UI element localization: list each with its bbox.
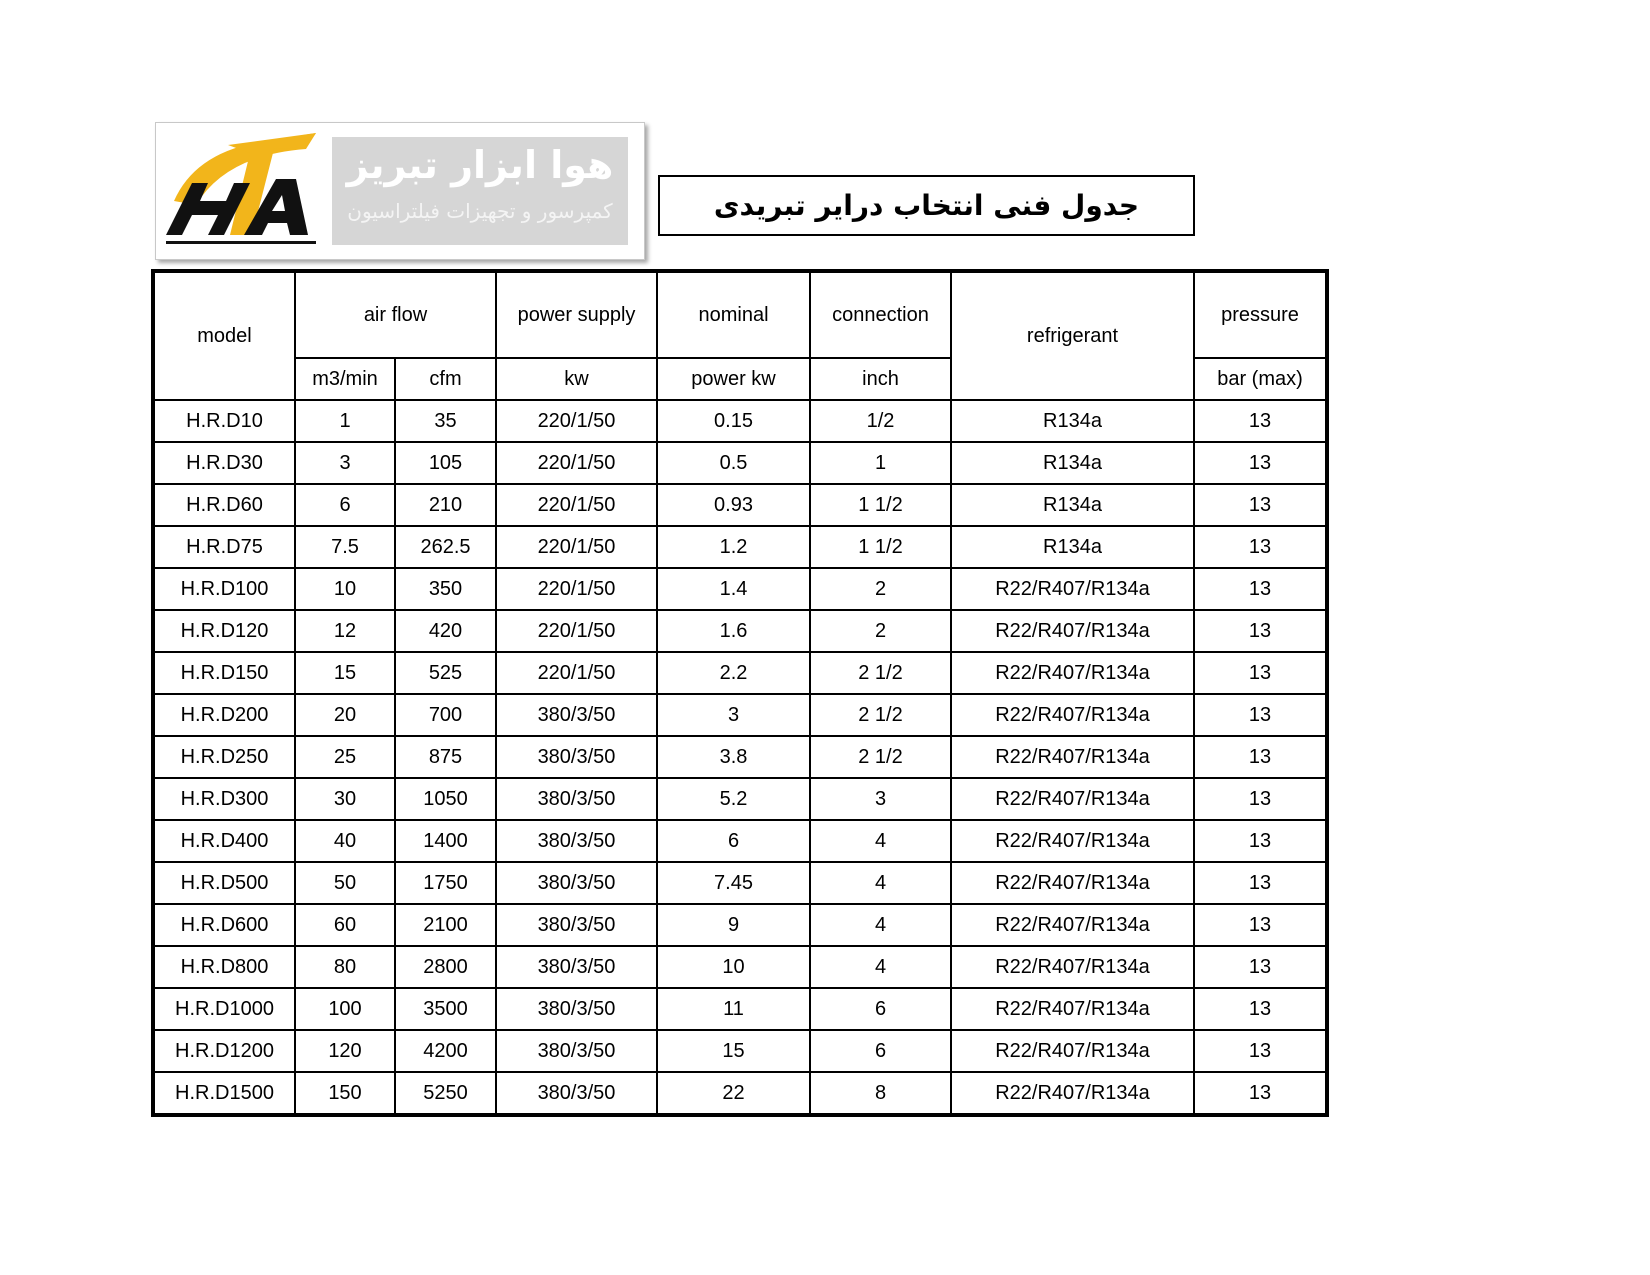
header-row bbox=[153, 271, 1327, 358]
cell-nominal-power: 0.93 bbox=[657, 484, 810, 526]
cell-connection: 1 bbox=[810, 442, 951, 484]
cell-power-supply: 380/3/50 bbox=[496, 736, 657, 778]
cell-air-flow-cfm: 105 bbox=[395, 442, 496, 484]
cell-air-flow-cfm: 35 bbox=[395, 400, 496, 442]
cell-nominal-power: 0.15 bbox=[657, 400, 810, 442]
cell-power-supply: 380/3/50 bbox=[496, 1030, 657, 1072]
cell-nominal-power: 15 bbox=[657, 1030, 810, 1072]
cell-air-flow-cfm: 262.5 bbox=[395, 526, 496, 568]
logo-brand-tagline: کمپرسور و تجهیزات فیلتراسیون bbox=[347, 199, 613, 223]
cell-air-flow-m3min: 15 bbox=[295, 652, 395, 694]
cell-power-supply: 380/3/50 bbox=[496, 988, 657, 1030]
unit-cfm: cfm bbox=[395, 358, 496, 400]
cell-pressure: 13 bbox=[1194, 484, 1327, 526]
cell-air-flow-cfm: 525 bbox=[395, 652, 496, 694]
cell-nominal-power: 0.5 bbox=[657, 442, 810, 484]
cell-power-supply: 380/3/50 bbox=[496, 778, 657, 820]
cell-connection: 8 bbox=[810, 1072, 951, 1115]
cell-air-flow-cfm: 875 bbox=[395, 736, 496, 778]
cell-pressure: 13 bbox=[1194, 736, 1327, 778]
header-connection: connection bbox=[810, 271, 951, 358]
cell-connection: 4 bbox=[810, 862, 951, 904]
table-row bbox=[153, 904, 1327, 946]
cell-model: H.R.D60 bbox=[153, 484, 295, 526]
unit-bar: bar (max) bbox=[1194, 358, 1327, 400]
logo-brand-panel bbox=[332, 137, 628, 245]
cell-power-supply: 220/1/50 bbox=[496, 400, 657, 442]
table-row bbox=[153, 526, 1327, 568]
cell-model: H.R.D600 bbox=[153, 904, 295, 946]
cell-refrigerant: R22/R407/R134a bbox=[951, 904, 1194, 946]
cell-nominal-power: 2.2 bbox=[657, 652, 810, 694]
cell-model: H.R.D120 bbox=[153, 610, 295, 652]
cell-connection: 1 1/2 bbox=[810, 526, 951, 568]
cell-connection: 6 bbox=[810, 1030, 951, 1072]
cell-model: H.R.D10 bbox=[153, 400, 295, 442]
cell-power-supply: 380/3/50 bbox=[496, 1072, 657, 1115]
cell-nominal-power: 1.2 bbox=[657, 526, 810, 568]
cell-power-supply: 380/3/50 bbox=[496, 820, 657, 862]
cell-connection: 4 bbox=[810, 946, 951, 988]
header-pressure: pressure bbox=[1194, 271, 1327, 358]
cell-pressure: 13 bbox=[1194, 694, 1327, 736]
cell-refrigerant: R22/R407/R134a bbox=[951, 946, 1194, 988]
table-row bbox=[153, 652, 1327, 694]
cell-power-supply: 220/1/50 bbox=[496, 484, 657, 526]
cell-power-supply: 220/1/50 bbox=[496, 526, 657, 568]
logo-brand-name: هوا ابزار تبریز bbox=[346, 143, 614, 187]
unit-kw: kw bbox=[496, 358, 657, 400]
table-row bbox=[153, 862, 1327, 904]
cell-air-flow-cfm: 1400 bbox=[395, 820, 496, 862]
cell-air-flow-m3min: 100 bbox=[295, 988, 395, 1030]
cell-refrigerant: R22/R407/R134a bbox=[951, 568, 1194, 610]
cell-nominal-power: 5.2 bbox=[657, 778, 810, 820]
cell-refrigerant: R22/R407/R134a bbox=[951, 610, 1194, 652]
cell-pressure: 13 bbox=[1194, 1072, 1327, 1115]
cell-air-flow-m3min: 120 bbox=[295, 1030, 395, 1072]
cell-model: H.R.D1500 bbox=[153, 1072, 295, 1115]
table-row bbox=[153, 988, 1327, 1030]
cell-air-flow-cfm: 350 bbox=[395, 568, 496, 610]
cell-nominal-power: 7.45 bbox=[657, 862, 810, 904]
cell-refrigerant: R22/R407/R134a bbox=[951, 862, 1194, 904]
cell-nominal-power: 9 bbox=[657, 904, 810, 946]
cell-model: H.R.D500 bbox=[153, 862, 295, 904]
cell-pressure: 13 bbox=[1194, 400, 1327, 442]
cell-air-flow-m3min: 25 bbox=[295, 736, 395, 778]
cell-air-flow-m3min: 60 bbox=[295, 904, 395, 946]
cell-model: H.R.D250 bbox=[153, 736, 295, 778]
cell-power-supply: 380/3/50 bbox=[496, 862, 657, 904]
cell-nominal-power: 10 bbox=[657, 946, 810, 988]
cell-pressure: 13 bbox=[1194, 610, 1327, 652]
cell-power-supply: 220/1/50 bbox=[496, 610, 657, 652]
table-row bbox=[153, 820, 1327, 862]
table-row bbox=[153, 694, 1327, 736]
cell-refrigerant: R22/R407/R134a bbox=[951, 988, 1194, 1030]
cell-air-flow-m3min: 50 bbox=[295, 862, 395, 904]
cell-connection: 1/2 bbox=[810, 400, 951, 442]
cell-air-flow-cfm: 420 bbox=[395, 610, 496, 652]
cell-refrigerant: R22/R407/R134a bbox=[951, 1030, 1194, 1072]
cell-air-flow-cfm: 4200 bbox=[395, 1030, 496, 1072]
cell-model: H.R.D100 bbox=[153, 568, 295, 610]
cell-air-flow-cfm: 210 bbox=[395, 484, 496, 526]
cell-air-flow-m3min: 3 bbox=[295, 442, 395, 484]
cell-model: H.R.D300 bbox=[153, 778, 295, 820]
header-power-supply: power supply bbox=[496, 271, 657, 358]
cell-pressure: 13 bbox=[1194, 526, 1327, 568]
cell-power-supply: 380/3/50 bbox=[496, 904, 657, 946]
cell-model: H.R.D200 bbox=[153, 694, 295, 736]
header-nominal: nominal bbox=[657, 271, 810, 358]
cell-model: H.R.D30 bbox=[153, 442, 295, 484]
cell-air-flow-m3min: 1 bbox=[295, 400, 395, 442]
table-row bbox=[153, 1030, 1327, 1072]
cell-connection: 2 bbox=[810, 610, 951, 652]
cell-refrigerant: R22/R407/R134a bbox=[951, 1072, 1194, 1115]
cell-air-flow-m3min: 10 bbox=[295, 568, 395, 610]
cell-pressure: 13 bbox=[1194, 652, 1327, 694]
cell-refrigerant: R134a bbox=[951, 400, 1194, 442]
cell-pressure: 13 bbox=[1194, 904, 1327, 946]
table-row bbox=[153, 400, 1327, 442]
cell-pressure: 13 bbox=[1194, 988, 1327, 1030]
company-logo bbox=[155, 122, 645, 260]
cell-air-flow-m3min: 40 bbox=[295, 820, 395, 862]
cell-air-flow-m3min: 6 bbox=[295, 484, 395, 526]
cell-air-flow-cfm: 700 bbox=[395, 694, 496, 736]
cell-refrigerant: R22/R407/R134a bbox=[951, 652, 1194, 694]
cell-air-flow-m3min: 12 bbox=[295, 610, 395, 652]
cell-air-flow-m3min: 30 bbox=[295, 778, 395, 820]
table-row bbox=[153, 736, 1327, 778]
cell-air-flow-m3min: 20 bbox=[295, 694, 395, 736]
cell-nominal-power: 6 bbox=[657, 820, 810, 862]
cell-nominal-power: 3 bbox=[657, 694, 810, 736]
cell-model: H.R.D1200 bbox=[153, 1030, 295, 1072]
table-row bbox=[153, 568, 1327, 610]
cell-air-flow-m3min: 80 bbox=[295, 946, 395, 988]
cell-air-flow-cfm: 1750 bbox=[395, 862, 496, 904]
dryer-spec-table bbox=[151, 269, 1329, 1117]
table-row bbox=[153, 610, 1327, 652]
unit-m3min: m3/min bbox=[295, 358, 395, 400]
cell-refrigerant: R22/R407/R134a bbox=[951, 694, 1194, 736]
cell-air-flow-cfm: 1050 bbox=[395, 778, 496, 820]
table-row bbox=[153, 1072, 1327, 1115]
cell-pressure: 13 bbox=[1194, 442, 1327, 484]
cell-refrigerant: R22/R407/R134a bbox=[951, 820, 1194, 862]
cell-power-supply: 380/3/50 bbox=[496, 694, 657, 736]
cell-model: H.R.D800 bbox=[153, 946, 295, 988]
cell-refrigerant: R22/R407/R134a bbox=[951, 736, 1194, 778]
table-row bbox=[153, 484, 1327, 526]
title-box bbox=[658, 175, 1195, 236]
cell-air-flow-cfm: 2100 bbox=[395, 904, 496, 946]
cell-pressure: 13 bbox=[1194, 862, 1327, 904]
cell-connection: 4 bbox=[810, 904, 951, 946]
cell-connection: 1 1/2 bbox=[810, 484, 951, 526]
cell-air-flow-cfm: 2800 bbox=[395, 946, 496, 988]
cell-refrigerant: R134a bbox=[951, 484, 1194, 526]
cell-connection: 2 1/2 bbox=[810, 736, 951, 778]
cell-model: H.R.D1000 bbox=[153, 988, 295, 1030]
cell-pressure: 13 bbox=[1194, 946, 1327, 988]
cell-pressure: 13 bbox=[1194, 820, 1327, 862]
unit-inch: inch bbox=[810, 358, 951, 400]
cell-air-flow-m3min: 150 bbox=[295, 1072, 395, 1115]
table-row bbox=[153, 442, 1327, 484]
cell-connection: 2 1/2 bbox=[810, 652, 951, 694]
cell-connection: 2 1/2 bbox=[810, 694, 951, 736]
header-model: model bbox=[153, 271, 295, 400]
table-row bbox=[153, 946, 1327, 988]
cell-air-flow-cfm: 5250 bbox=[395, 1072, 496, 1115]
cell-refrigerant: R134a bbox=[951, 526, 1194, 568]
unit-power-kw: power kw bbox=[657, 358, 810, 400]
cell-nominal-power: 11 bbox=[657, 988, 810, 1030]
cell-power-supply: 220/1/50 bbox=[496, 568, 657, 610]
cell-nominal-power: 1.6 bbox=[657, 610, 810, 652]
cell-power-supply: 220/1/50 bbox=[496, 442, 657, 484]
cell-connection: 6 bbox=[810, 988, 951, 1030]
table-row bbox=[153, 778, 1327, 820]
cell-nominal-power: 1.4 bbox=[657, 568, 810, 610]
cell-pressure: 13 bbox=[1194, 778, 1327, 820]
cell-refrigerant: R22/R407/R134a bbox=[951, 778, 1194, 820]
header-air-flow: air flow bbox=[295, 271, 496, 358]
cell-model: H.R.D75 bbox=[153, 526, 295, 568]
page-title: جدول فنی انتخاب درایر تبریدی bbox=[713, 189, 1140, 222]
cell-pressure: 13 bbox=[1194, 1030, 1327, 1072]
header-refrigerant: refrigerant bbox=[951, 271, 1194, 400]
cell-refrigerant: R134a bbox=[951, 442, 1194, 484]
cell-model: H.R.D400 bbox=[153, 820, 295, 862]
cell-power-supply: 380/3/50 bbox=[496, 946, 657, 988]
cell-connection: 3 bbox=[810, 778, 951, 820]
cell-connection: 2 bbox=[810, 568, 951, 610]
cell-model: H.R.D150 bbox=[153, 652, 295, 694]
cell-connection: 4 bbox=[810, 820, 951, 862]
cell-pressure: 13 bbox=[1194, 568, 1327, 610]
cell-nominal-power: 22 bbox=[657, 1072, 810, 1115]
cell-air-flow-m3min: 7.5 bbox=[295, 526, 395, 568]
cell-air-flow-cfm: 3500 bbox=[395, 988, 496, 1030]
cell-nominal-power: 3.8 bbox=[657, 736, 810, 778]
cell-power-supply: 220/1/50 bbox=[496, 652, 657, 694]
